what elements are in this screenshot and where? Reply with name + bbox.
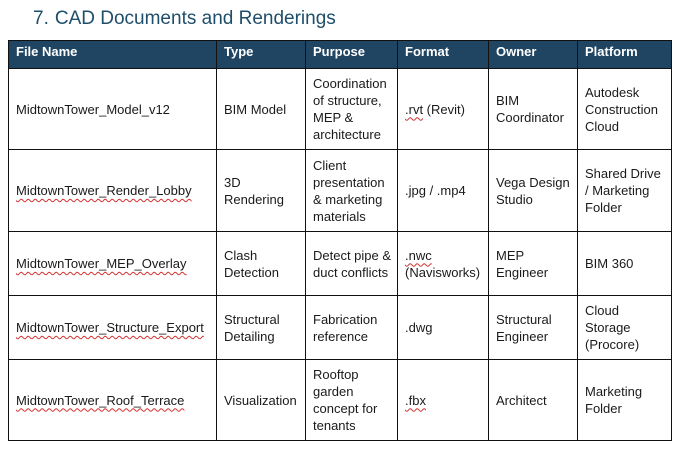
cell-format[interactable] [398,69,489,150]
header-owner: Owner [489,41,578,69]
cell-file-name[interactable] [9,296,217,360]
purpose-text: Fabrication reference [313,311,378,344]
owner-text: Structural Engineer [496,311,552,344]
cell-platform[interactable] [578,360,672,441]
type-text: 3D Rendering [224,174,284,207]
type-text: Visualization [224,392,297,408]
table-row [9,69,672,150]
section-number: 7. [33,8,49,29]
header-format: Format [398,41,489,69]
table-row [9,232,672,296]
platform-text: BIM 360 [585,256,634,271]
purpose-text: Rooftop garden concept for tenants [313,367,378,433]
table-row [9,296,672,360]
type-text: BIM Model [224,101,287,117]
cell-file-name[interactable] [9,69,217,150]
cell-type[interactable] [217,69,306,150]
cell-owner[interactable] [489,150,578,232]
section-title: CAD Documents and Renderings [54,8,336,29]
cell-platform[interactable] [578,150,672,232]
cell-file-name[interactable] [9,232,217,296]
table-row [9,360,672,441]
file-name-text: MidtownTower_MEP_Overlay [16,256,187,271]
format-text: .nwc (Navisworks) [405,247,481,280]
cell-owner[interactable] [489,296,578,360]
file-name-text: MidtownTower_Roof_Terrace [16,392,185,408]
spellcheck-flagged-text: .rvt [405,101,424,117]
cell-type[interactable] [217,360,306,441]
cell-type[interactable] [217,232,306,296]
format-text: .rvt (Revit) [405,101,465,117]
format-text: .dwg [405,320,433,335]
header-purpose: Purpose [306,41,398,69]
purpose-text: Detect pipe & duct conflicts [313,247,392,280]
cell-owner[interactable] [489,360,578,441]
cell-purpose[interactable] [306,69,398,150]
platform-text: Shared Drive / Marketing Folder [585,166,661,215]
platform-text: Cloud Storage (Procore) [585,303,640,352]
cell-file-name[interactable] [9,360,217,441]
owner-text: Architect [496,392,547,408]
cad-documents-table [8,40,672,441]
cell-format[interactable] [398,360,489,441]
file-name-text: MidtownTower_Structure_Export [16,320,204,335]
cell-format[interactable] [398,296,489,360]
cell-purpose[interactable] [306,360,398,441]
format-text: .jpg / .mp4 [405,183,466,198]
cell-platform[interactable] [578,296,672,360]
purpose-text: Client presentation & marketing materials [313,157,385,224]
table-row [9,150,672,232]
platform-text: Marketing Folder [585,384,643,416]
type-text: Structural Detailing [224,311,280,344]
platform-text: Autodesk Construction Cloud [585,84,658,134]
table-header-row [9,41,672,69]
cell-owner[interactable] [489,232,578,296]
spellcheck-flagged-text: .nwc [405,247,432,263]
cell-type[interactable] [217,296,306,360]
cell-platform[interactable] [578,69,672,150]
purpose-text: Coordination of structure, MEP & architecture [313,76,387,142]
cell-purpose[interactable] [306,296,398,360]
section-heading [33,8,336,30]
cell-platform[interactable] [578,232,672,296]
owner-text: MEP Engineer [496,247,549,280]
type-text: Clash Detection [224,247,279,280]
cell-format[interactable] [398,232,489,296]
cell-format[interactable] [398,150,489,232]
header-platform: Platform [578,41,672,69]
cell-purpose[interactable] [306,232,398,296]
header-type: Type [217,41,306,69]
cell-owner[interactable] [489,69,578,150]
cell-file-name[interactable] [9,150,217,232]
cell-purpose[interactable] [306,150,398,232]
header-file-name: File Name [9,41,217,69]
file-name-text: MidtownTower_Render_Lobby [16,183,192,198]
owner-text: BIM Coordinator [496,93,564,125]
format-text: .fbx [405,392,426,408]
file-name-text: MidtownTower_Model_v12 [16,101,170,117]
owner-text: Vega Design Studio [496,174,570,207]
cell-type[interactable] [217,150,306,232]
